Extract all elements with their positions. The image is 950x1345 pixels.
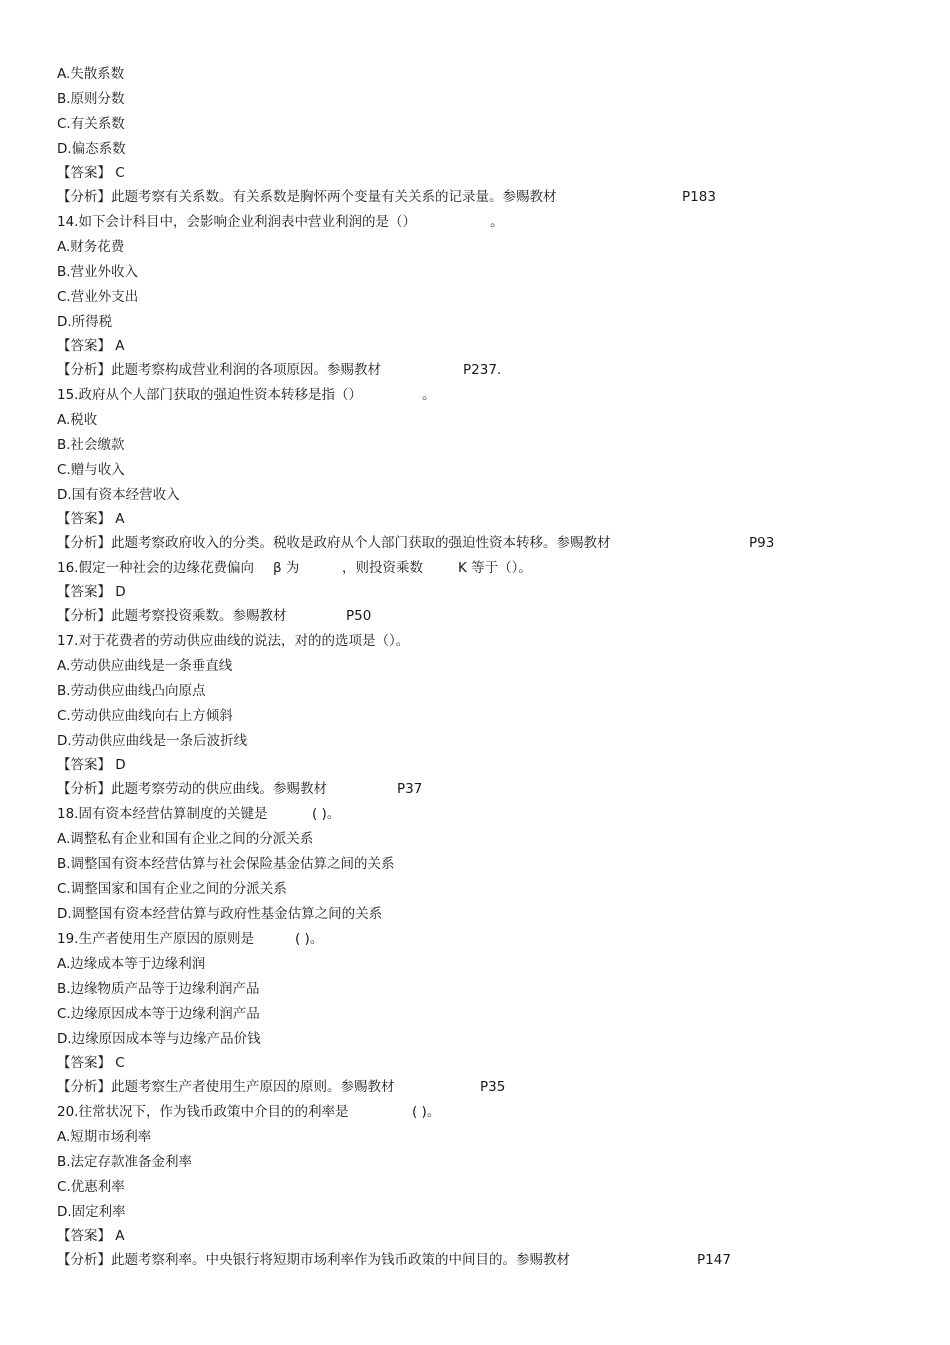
q20-option-b: B.法定存款准备金利率 (57, 1154, 193, 1170)
q13-page-ref: P183 (682, 189, 716, 205)
q17-stem: 17.对于花费者的劳动供应曲线的说法，对的的选项是（）。 (57, 633, 410, 649)
q13-option-d: D.偏态系数 (57, 141, 126, 157)
q13-analysis (57, 185, 917, 210)
q20-option-d: D.固定利率 (57, 1204, 126, 1220)
q18-stem-text: 18.固有资本经营估算制度的关键是 (57, 806, 268, 822)
q19-page-ref: P35 (480, 1079, 506, 1095)
q19-analysis-text: 【分析】此题考察生产者使用生产原因的原则。参赐教材 (57, 1079, 395, 1095)
q14-stem (57, 210, 917, 235)
q16-stem-d: K 等于（）。 (458, 560, 532, 576)
q19-option-a: A.边缘成本等于边缘利润 (57, 956, 206, 972)
q14-option-c: C.营业外支出 (57, 289, 139, 305)
q20-analysis-text: 【分析】此题考察利率。中央银行将短期市场利率作为钱币政策的中间目的。参赐教材 (57, 1252, 570, 1268)
q19-answer: 【答案】 C (57, 1055, 125, 1071)
q18-option-b: B.调整国有资本经营估算与社会保险基金估算之间的关系 (57, 856, 395, 872)
q13-answer: 【答案】 C (57, 165, 125, 181)
q19-option-d: D.边缘原因成本等与边缘产品价钱 (57, 1031, 261, 1047)
q14-analysis (57, 358, 917, 383)
q18-stem (57, 802, 917, 827)
q15-page-ref: P93 (749, 535, 775, 551)
q20-option-a: A.短期市场利率 (57, 1129, 152, 1145)
q19-analysis (57, 1075, 917, 1100)
q17-page-ref: P37 (397, 781, 423, 797)
q16-analysis-text: 【分析】此题考察投资乘数。参赐教材 (57, 608, 287, 624)
q17-option-b: B.劳动供应曲线凸向原点 (57, 683, 206, 699)
q15-option-a: A.税收 (57, 412, 98, 428)
q18-stem-tail: ( )。 (312, 806, 341, 822)
q18-option-a: A.调整私有企业和国有企业之间的分派关系 (57, 831, 314, 847)
q16-stem-b: β 为 (273, 560, 300, 576)
q14-option-a: A.财务花费 (57, 239, 125, 255)
q20-option-c: C.优惠利率 (57, 1179, 125, 1195)
q14-stem-text: 14.如下会计科目中，会影响企业利润表中营业利润的是（） (57, 214, 416, 230)
q16-stem-c: ，则投资乘数 (342, 560, 423, 576)
q20-stem-text: 20.往常状况下，作为钱币政策中介目的的利率是 (57, 1104, 349, 1120)
q13-option-b: B.原则分数 (57, 91, 125, 107)
q13-option-c: C.有关系数 (57, 116, 125, 132)
q15-stem (57, 383, 917, 408)
q15-answer: 【答案】 A (57, 511, 125, 527)
q14-analysis-text: 【分析】此题考察构成营业利润的各项原因。参赐教材 (57, 362, 381, 378)
q17-analysis (57, 777, 917, 802)
q15-option-b: B.社会缴款 (57, 437, 125, 453)
q15-stem-text: 15.政府从个人部门获取的强迫性资本转移是指（） (57, 387, 362, 403)
q17-option-d: D.劳动供应曲线是一条后波折线 (57, 733, 248, 749)
q20-answer: 【答案】 A (57, 1228, 125, 1244)
q19-option-c: C.边缘原因成本等于边缘利润产品 (57, 1006, 260, 1022)
q16-page-ref: P50 (346, 608, 372, 624)
q17-answer: 【答案】 D (57, 757, 126, 773)
q16-stem-a: 16.假定一种社会的边缘花费偏向 (57, 560, 254, 576)
q19-option-b: B.边缘物质产品等于边缘利润产品 (57, 981, 260, 997)
q16-answer: 【答案】 D (57, 584, 126, 600)
q15-stem-tail: 。 (422, 387, 436, 403)
q13-option-a: A.失散系数 (57, 66, 125, 82)
q20-stem (57, 1100, 917, 1125)
q14-option-b: B.营业外收入 (57, 264, 139, 280)
q20-analysis (57, 1248, 917, 1273)
q15-analysis-text: 【分析】此题考察政府收入的分类。税收是政府从个人部门获取的强迫性资本转移。参赐教材 (57, 535, 611, 551)
exam-document (57, 62, 917, 1273)
q14-stem-tail: 。 (490, 214, 504, 230)
q20-stem-tail: ( )。 (412, 1104, 441, 1120)
q15-option-d: D.国有资本经营收入 (57, 487, 180, 503)
q16-analysis (57, 604, 917, 629)
q14-page-ref: P237. (463, 362, 502, 378)
q17-analysis-text: 【分析】此题考察劳动的供应曲线。参赐教材 (57, 781, 327, 797)
q19-stem-text: 19.生产者使用生产原因的原则是 (57, 931, 254, 947)
q14-option-d: D.所得税 (57, 314, 113, 330)
q13-analysis-text: 【分析】此题考察有关系数。有关系数是胸怀两个变量有关关系的记录量。参赐教材 (57, 189, 557, 205)
q17-option-c: C.劳动供应曲线向右上方倾斜 (57, 708, 233, 724)
q18-option-d: D.调整国有资本经营估算与政府性基金估算之间的关系 (57, 906, 383, 922)
q14-answer: 【答案】 A (57, 338, 125, 354)
q18-option-c: C.调整国家和国有企业之间的分派关系 (57, 881, 287, 897)
q16-stem (57, 556, 917, 581)
q15-option-c: C.赠与收入 (57, 462, 125, 478)
q17-option-a: A.劳动供应曲线是一条垂直线 (57, 658, 233, 674)
q19-stem-tail: ( )。 (295, 931, 324, 947)
q20-page-ref: P147 (697, 1252, 731, 1268)
q19-stem (57, 927, 917, 952)
q15-analysis (57, 531, 917, 556)
